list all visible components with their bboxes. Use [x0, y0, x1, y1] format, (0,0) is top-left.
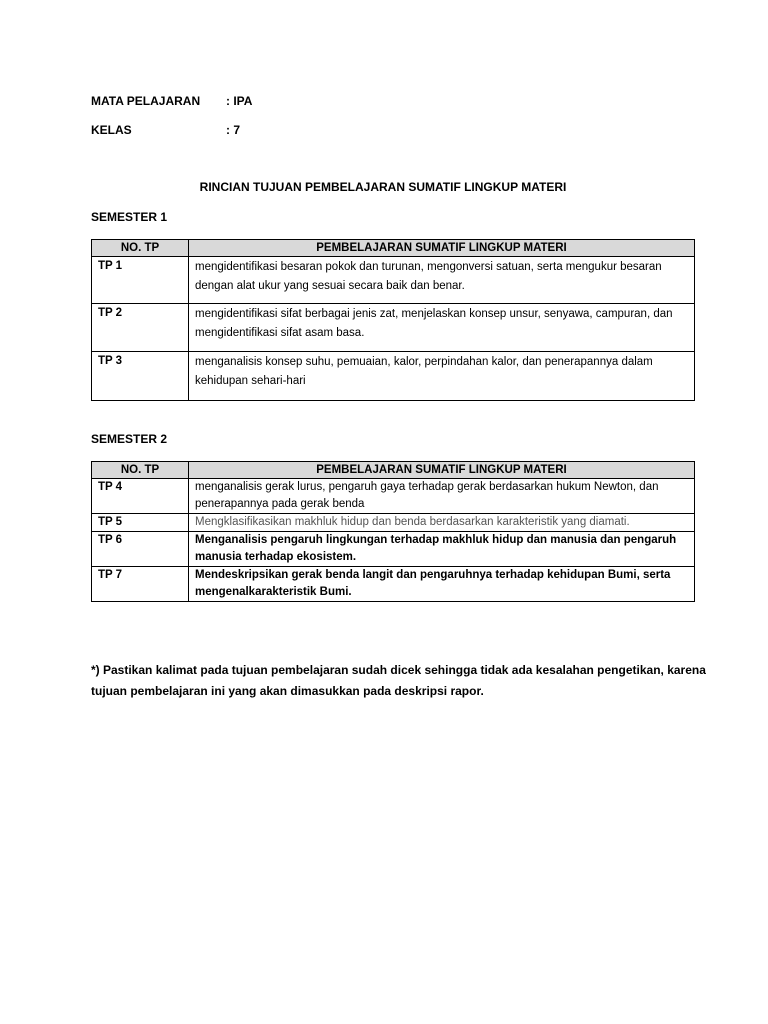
- tp-description: Mengklasifikasikan makhluk hidup dan benda berdasarkan karakteristik yang diamati.: [189, 514, 695, 532]
- table-row: [92, 257, 695, 304]
- tp-number: TP 2: [92, 304, 189, 352]
- tp-number: TP 3: [92, 352, 189, 401]
- table-row: [92, 352, 695, 401]
- subject-label: MATA PELAJARAN: [91, 94, 201, 108]
- footnote: *) Pastikan kalimat pada tujuan pembelajaran sudah dicek sehingga tidak ada kesalahan pengetikan, karena tujuan pembelajaran ini yang akan dimasukkan pada deskripsi rapor.: [91, 663, 706, 698]
- tp-description: menganalisis konsep suhu, pemuaian, kalor, perpindahan kalor, dan penerapannya dalam kehidupan sehari-hari: [189, 352, 695, 401]
- semester-1-title: SEMESTER 1: [91, 210, 168, 224]
- semester-2-title: SEMESTER 2: [91, 432, 168, 446]
- subject-value: : IPA: [226, 94, 253, 108]
- tp-number: TP 4: [92, 479, 189, 514]
- table-row: [92, 479, 695, 514]
- tp-number: TP 6: [92, 532, 189, 567]
- column-header-material: PEMBELAJARAN SUMATIF LINGKUP MATERI: [189, 240, 695, 257]
- class-label: KELAS: [91, 123, 132, 137]
- class-value: : 7: [226, 123, 241, 137]
- table-header-row: [92, 462, 695, 479]
- table-row: [92, 514, 695, 532]
- tp-number: TP 5: [92, 514, 189, 532]
- tp-number: TP 7: [92, 567, 189, 602]
- semester-2-table: [91, 461, 695, 602]
- tp-description: Mendeskripsikan gerak benda langit dan pengaruhnya terhadap kehidupan Bumi, serta mengenalkarakteristik Bumi.: [189, 567, 695, 602]
- tp-description: Menganalisis pengaruh lingkungan terhadap makhluk hidup dan manusia dan pengaruh manusia terhadap ekosistem.: [189, 532, 695, 567]
- table-header-row: [92, 240, 695, 257]
- tp-description: mengidentifikasi sifat berbagai jenis zat, menjelaskan konsep unsur, senyawa, campuran, dan mengidentifikasi sifat asam basa.: [189, 304, 695, 352]
- column-header-no: NO. TP: [92, 462, 189, 479]
- table-row: [92, 304, 695, 352]
- column-header-no: NO. TP: [92, 240, 189, 257]
- column-header-material: PEMBELAJARAN SUMATIF LINGKUP MATERI: [189, 462, 695, 479]
- semester-1-table: [91, 239, 695, 401]
- tp-description: menganalisis gerak lurus, pengaruh gaya terhadap gerak berdasarkan hukum Newton, dan penerapannya pada gerak benda: [189, 479, 695, 514]
- tp-number: TP 1: [92, 257, 189, 304]
- tp-description: mengidentifikasi besaran pokok dan turunan, mengonversi satuan, serta mengukur besaran dengan alat ukur yang sesuai secara baik dan benar.: [189, 257, 695, 304]
- table-row: [92, 567, 695, 602]
- table-row: [92, 532, 695, 567]
- document-title: RINCIAN TUJUAN PEMBELAJARAN SUMATIF LINGKUP MATERI: [199, 180, 567, 194]
